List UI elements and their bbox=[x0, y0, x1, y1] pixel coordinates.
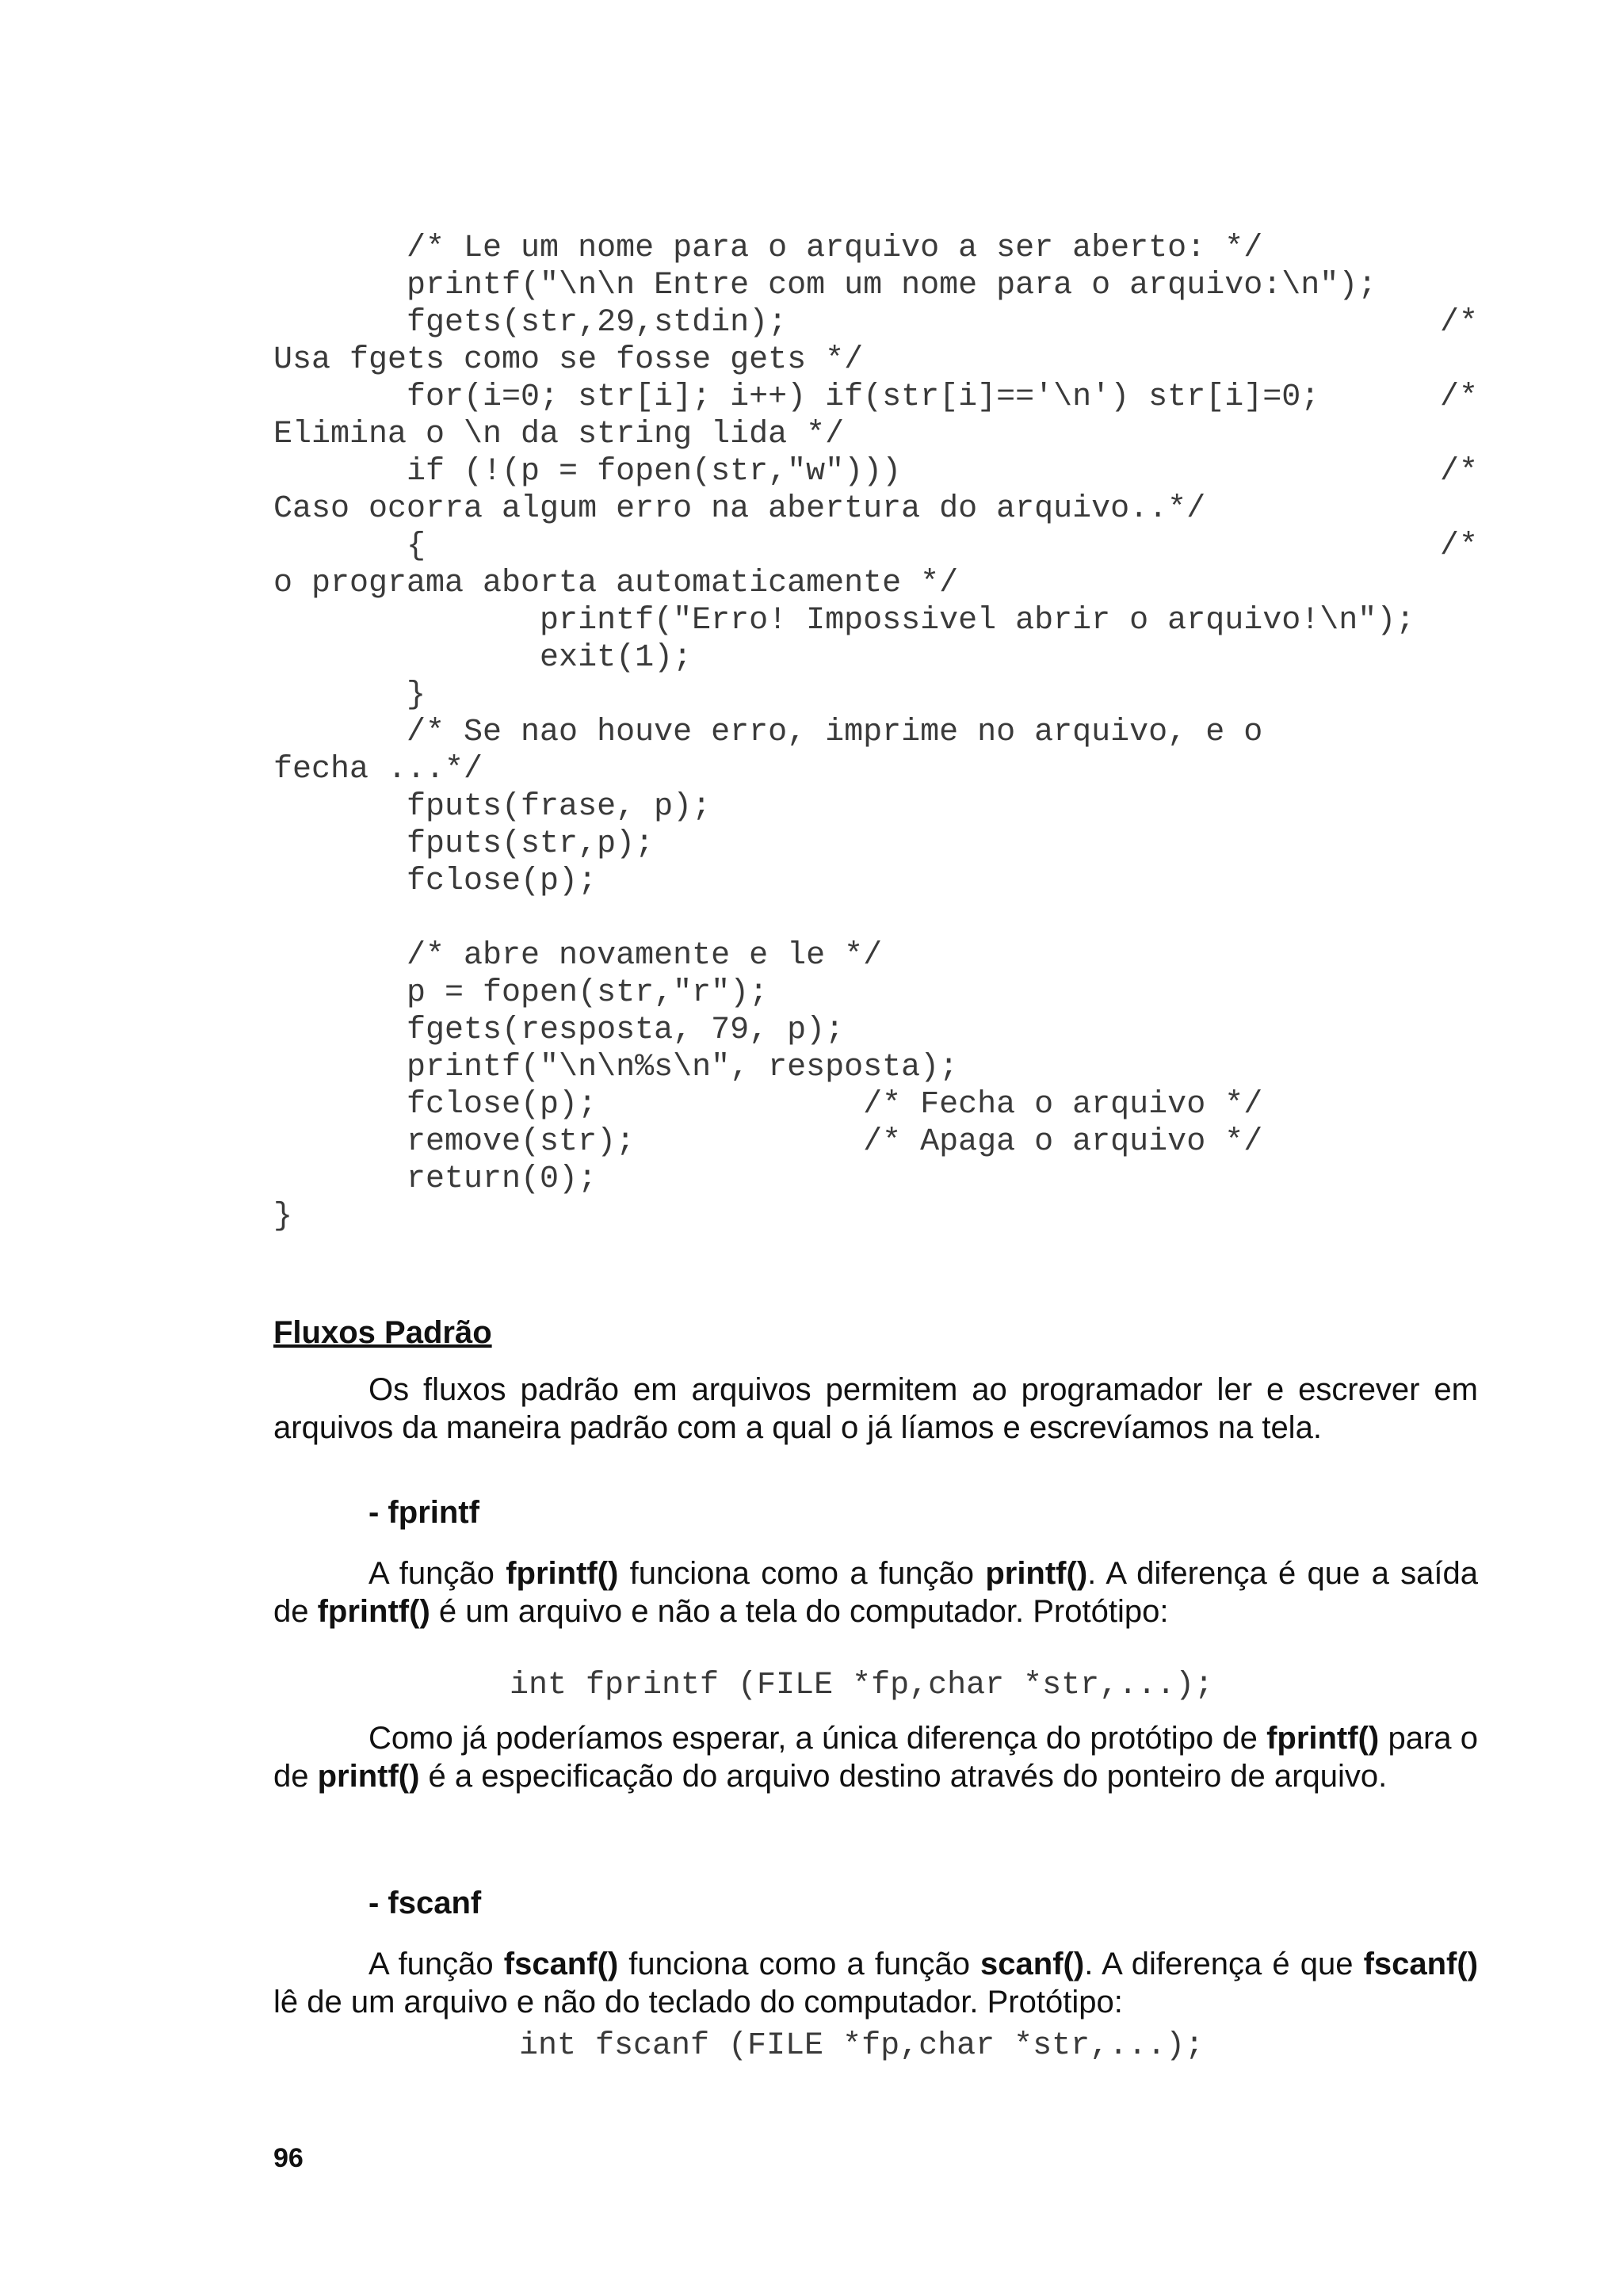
code-text: printf("Erro! Impossivel abrir o arquivo!\n"); bbox=[273, 603, 1415, 639]
code-comment-open: /* bbox=[1439, 379, 1478, 415]
code-line bbox=[273, 1161, 1494, 1198]
code-text: fgets(resposta, 79, p); bbox=[273, 1013, 845, 1048]
code-text: fecha ...*/ bbox=[273, 752, 483, 788]
code-text: Usa fgets como se fosse gets */ bbox=[273, 342, 864, 378]
code-text: return(0); bbox=[273, 1161, 598, 1197]
code-line bbox=[273, 602, 1494, 639]
code-line bbox=[273, 565, 1494, 602]
code-line bbox=[273, 267, 1494, 304]
code-text: for(i=0; str[i]; i++) if(str[i]=='\n') str[i]=0; bbox=[273, 379, 1320, 415]
fscanf-description: A função fscanf() funciona como a função scanf(). A diferença é que fscanf() lê de um arquivo e não do teclado do computador. Protótipo: bbox=[273, 1947, 1479, 2019]
code-line bbox=[273, 416, 1494, 453]
code-text: remove(str); /* Apaga o arquivo */ bbox=[273, 1124, 1263, 1160]
code-text: Caso ocorra algum erro na abertura do arquivo..*/ bbox=[273, 491, 1206, 527]
code-line bbox=[273, 714, 1494, 751]
fscanf-prototype: int fscanf (FILE *fp,char *str,...); bbox=[519, 2028, 1205, 2064]
code-line bbox=[273, 528, 1494, 565]
code-text: fclose(p); bbox=[273, 864, 598, 899]
code-comment-open: /* bbox=[1439, 305, 1478, 341]
code-line bbox=[273, 1198, 1494, 1235]
code-text: /* Le um nome para o arquivo a ser aberto: */ bbox=[273, 231, 1263, 266]
code-line bbox=[273, 677, 1494, 714]
code-text: { bbox=[273, 528, 426, 564]
fprintf-comparison: Como já poderíamos esperar, a única diferença do protótipo de fprintf() para o de printf() é a especificação do arquivo destino através do ponteiro de arquivo. bbox=[273, 1721, 1479, 1794]
code-text: /* Se nao houve erro, imprime no arquivo, e o bbox=[273, 715, 1263, 750]
code-listing bbox=[273, 230, 1494, 1235]
code-text: o programa aborta automaticamente */ bbox=[273, 566, 959, 601]
code-text: /* abre novamente e le */ bbox=[273, 938, 883, 974]
fprintf-description: A função fprintf() funciona como a função printf(). A diferença é que a saída de fprintf() é um arquivo e não a tela do computador. Protótipo: bbox=[273, 1556, 1479, 1629]
code-line bbox=[273, 1049, 1494, 1086]
code-comment-open: /* bbox=[1439, 528, 1478, 564]
code-line bbox=[273, 751, 1494, 788]
code-line bbox=[273, 1123, 1494, 1161]
fprintf-prototype: int fprintf (FILE *fp,char *str,...); bbox=[510, 1668, 1214, 1703]
code-line bbox=[273, 379, 1494, 416]
code-text: exit(1); bbox=[273, 640, 693, 676]
code-text: printf("\n\n Entre com um nome para o arquivo:\n"); bbox=[273, 268, 1377, 303]
code-line bbox=[273, 230, 1494, 267]
page-number: 96 bbox=[273, 2143, 304, 2173]
section-heading: Fluxos Padrão bbox=[273, 1315, 492, 1350]
code-line bbox=[273, 304, 1494, 341]
code-text: fputs(frase, p); bbox=[273, 789, 712, 825]
code-text: fclose(p); /* Fecha o arquivo */ bbox=[273, 1087, 1263, 1123]
code-text: Elimina o \n da string lida */ bbox=[273, 417, 845, 452]
code-text: p = fopen(str,"r"); bbox=[273, 975, 769, 1011]
code-line bbox=[273, 341, 1494, 379]
code-line bbox=[273, 863, 1494, 900]
code-text: printf("\n\n%s\n", resposta); bbox=[273, 1050, 959, 1085]
code-line bbox=[273, 490, 1494, 528]
code-text: if (!(p = fopen(str,"w"))) bbox=[273, 454, 902, 490]
code-line bbox=[273, 453, 1494, 490]
code-line bbox=[273, 826, 1494, 863]
code-line bbox=[273, 974, 1494, 1012]
code-line bbox=[273, 1086, 1494, 1123]
code-line bbox=[273, 639, 1494, 677]
code-text: fputs(str,p); bbox=[273, 826, 655, 862]
code-text: fgets(str,29,stdin); bbox=[273, 305, 788, 341]
fprintf-subheading: - fprintf bbox=[369, 1495, 479, 1530]
code-line bbox=[273, 937, 1494, 974]
fscanf-subheading: - fscanf bbox=[369, 1886, 482, 1920]
code-comment-open: /* bbox=[1439, 454, 1478, 490]
code-line bbox=[273, 788, 1494, 826]
code-line bbox=[273, 900, 1494, 937]
intro-paragraph: Os fluxos padrão em arquivos permitem ao programador ler e escrever em arquivos da maneira padrão com a qual o já líamos e escrevíamos na tela. bbox=[273, 1372, 1478, 1445]
code-line bbox=[273, 1012, 1494, 1049]
code-text: } bbox=[273, 677, 426, 713]
code-text: } bbox=[273, 1199, 293, 1234]
